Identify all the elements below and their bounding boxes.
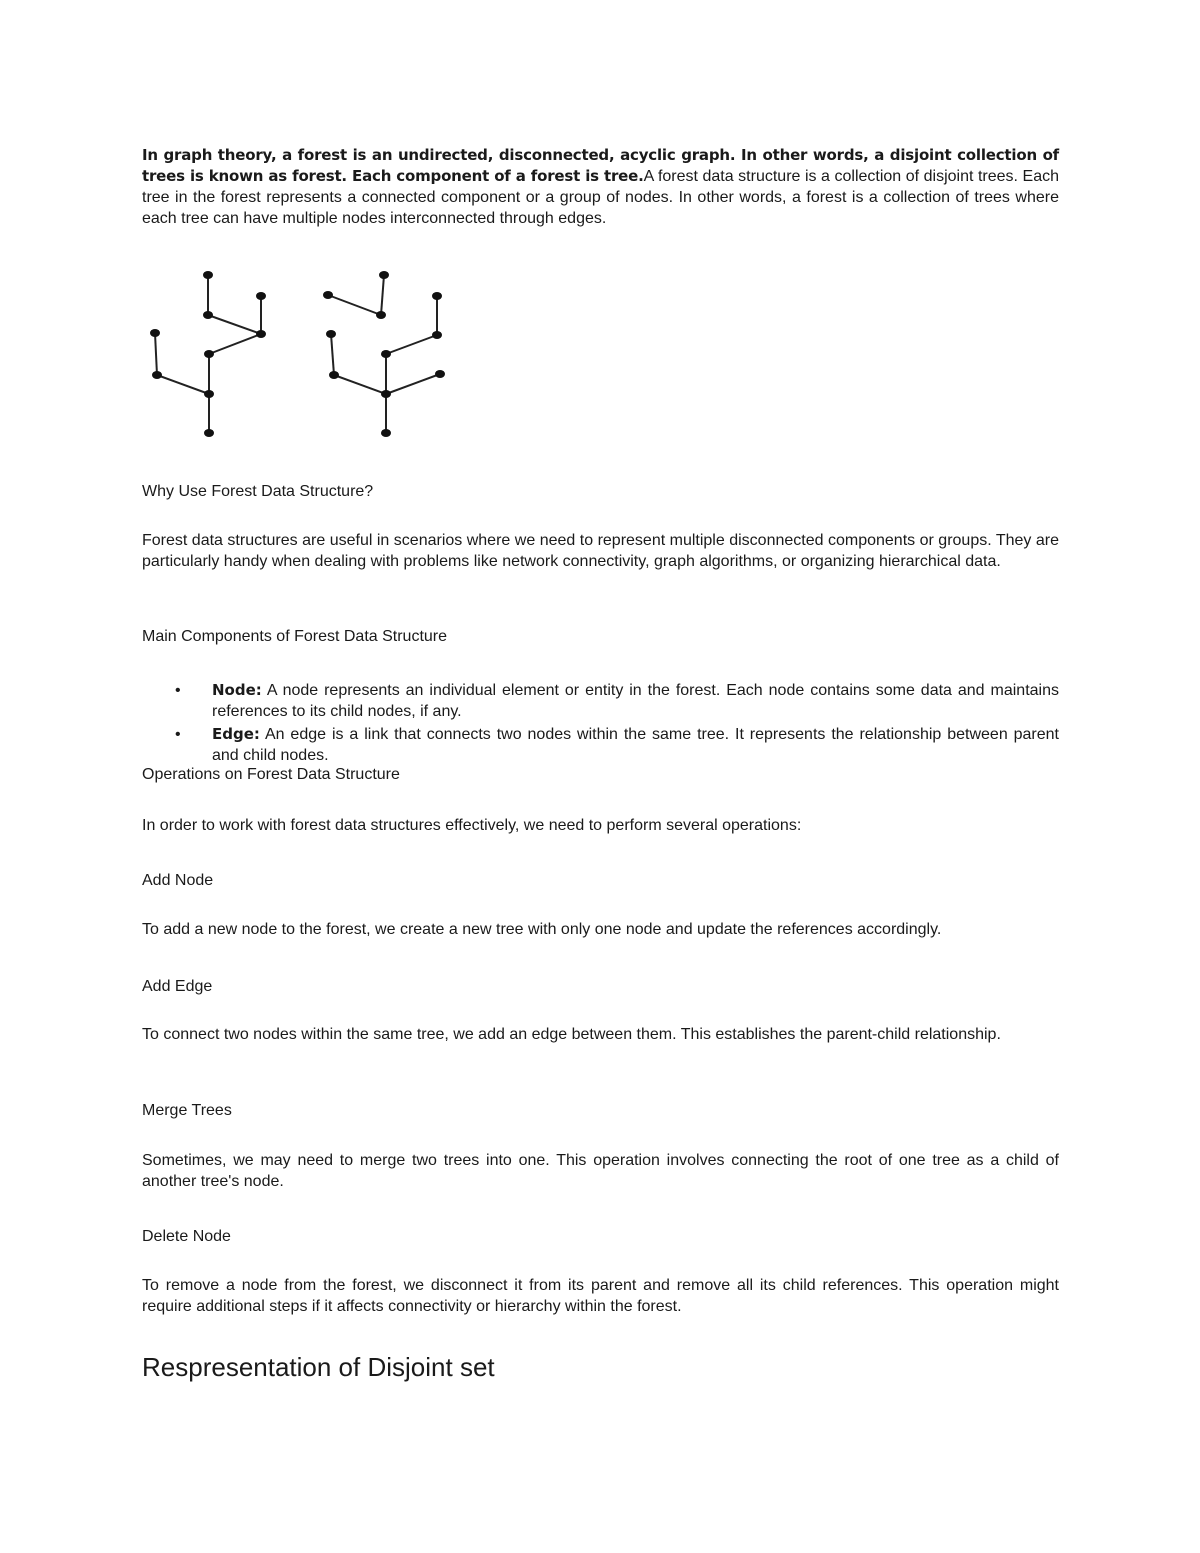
add-node-text: To add a new node to the forest, we create a new tree with only one node and update the references accordingly. bbox=[142, 921, 942, 938]
node bbox=[376, 311, 386, 319]
list-item-term: Node: bbox=[212, 681, 262, 699]
node bbox=[381, 390, 391, 398]
node bbox=[204, 429, 214, 437]
node bbox=[204, 390, 214, 398]
node bbox=[326, 330, 336, 338]
node bbox=[435, 370, 445, 378]
intro-text: A forest data structure is a collection of disjoint trees. Each tree in the forest represents a connected component or a group of nodes. In other words, a forest is a collection of trees where each tree can have multiple nodes interconnected through edges. bbox=[142, 168, 1059, 227]
node bbox=[432, 331, 442, 339]
node bbox=[203, 271, 213, 279]
merge-text: Sometimes, we may need to merge two trees into one. This operation involves connecting the root of one tree as a child of another tree's node. bbox=[142, 1152, 1059, 1190]
list-item-term: Edge: bbox=[212, 725, 260, 743]
add-edge-text: To connect two nodes within the same tree, we add an edge between them. This establishes the parent-child relationship. bbox=[142, 1026, 1001, 1043]
node bbox=[256, 330, 266, 338]
representation-heading: Respresentation of Disjoint set bbox=[142, 1352, 495, 1382]
node bbox=[203, 311, 213, 319]
why-paragraph: Forest data structures are useful in scenarios where we need to represent multiple disconnected components or groups. They are particularly handy when dealing with problems like network connectivity, graph algorithms, or organizing hierarchical data. bbox=[142, 532, 1059, 570]
edge bbox=[386, 335, 437, 354]
edge bbox=[209, 334, 261, 354]
operations-intro: In order to work with forest data structures effectively, we need to perform several operations: bbox=[142, 817, 802, 834]
components-list bbox=[142, 680, 1059, 768]
add-edge-heading: Add Edge bbox=[142, 978, 213, 995]
node bbox=[381, 350, 391, 358]
operations-heading: Operations on Forest Data Structure bbox=[142, 766, 400, 783]
delete-heading: Delete Node bbox=[142, 1228, 231, 1245]
list-item bbox=[142, 724, 1059, 766]
node bbox=[152, 371, 162, 379]
edge bbox=[155, 333, 157, 375]
add-node-heading: Add Node bbox=[142, 872, 214, 889]
edge bbox=[328, 295, 381, 315]
edge bbox=[331, 334, 334, 375]
node bbox=[150, 329, 160, 337]
bullet-icon: • bbox=[175, 726, 181, 743]
bullet-icon: • bbox=[175, 682, 181, 699]
node bbox=[329, 371, 339, 379]
node bbox=[204, 350, 214, 358]
edge bbox=[381, 275, 384, 315]
list-item bbox=[142, 680, 1059, 722]
node bbox=[256, 292, 266, 300]
node bbox=[379, 271, 389, 279]
node bbox=[323, 291, 333, 299]
delete-text: To remove a node from the forest, we disconnect it from its parent and remove all its child references. This operation might require additional steps if it affects connectivity or hierarchy within the forest. bbox=[142, 1277, 1059, 1315]
intro-bold-text: In graph theory, a forest is an undirected, disconnected, acyclic graph. In other words, a disjoint collection of trees is known as forest. Each component of a forest is tree. bbox=[142, 146, 1059, 185]
forest-diagram-icon bbox=[140, 262, 460, 442]
edge bbox=[386, 374, 440, 394]
list-item-text: An edge is a link that connects two nodes within the same tree. It represents the relationship between parent and child nodes. bbox=[212, 726, 1059, 764]
why-heading: Why Use Forest Data Structure? bbox=[142, 483, 374, 500]
merge-heading: Merge Trees bbox=[142, 1102, 232, 1119]
intro-paragraph bbox=[142, 145, 1059, 229]
node bbox=[432, 292, 442, 300]
components-heading: Main Components of Forest Data Structure bbox=[142, 628, 448, 645]
node bbox=[381, 429, 391, 437]
list-item-text: A node represents an individual element or entity in the forest. Each node contains some data and maintains references to its child nodes, if any. bbox=[212, 682, 1059, 720]
edge bbox=[334, 375, 386, 394]
edge bbox=[157, 375, 209, 394]
forest-edges bbox=[155, 275, 440, 433]
forest-nodes bbox=[150, 271, 445, 437]
edge bbox=[208, 315, 261, 334]
